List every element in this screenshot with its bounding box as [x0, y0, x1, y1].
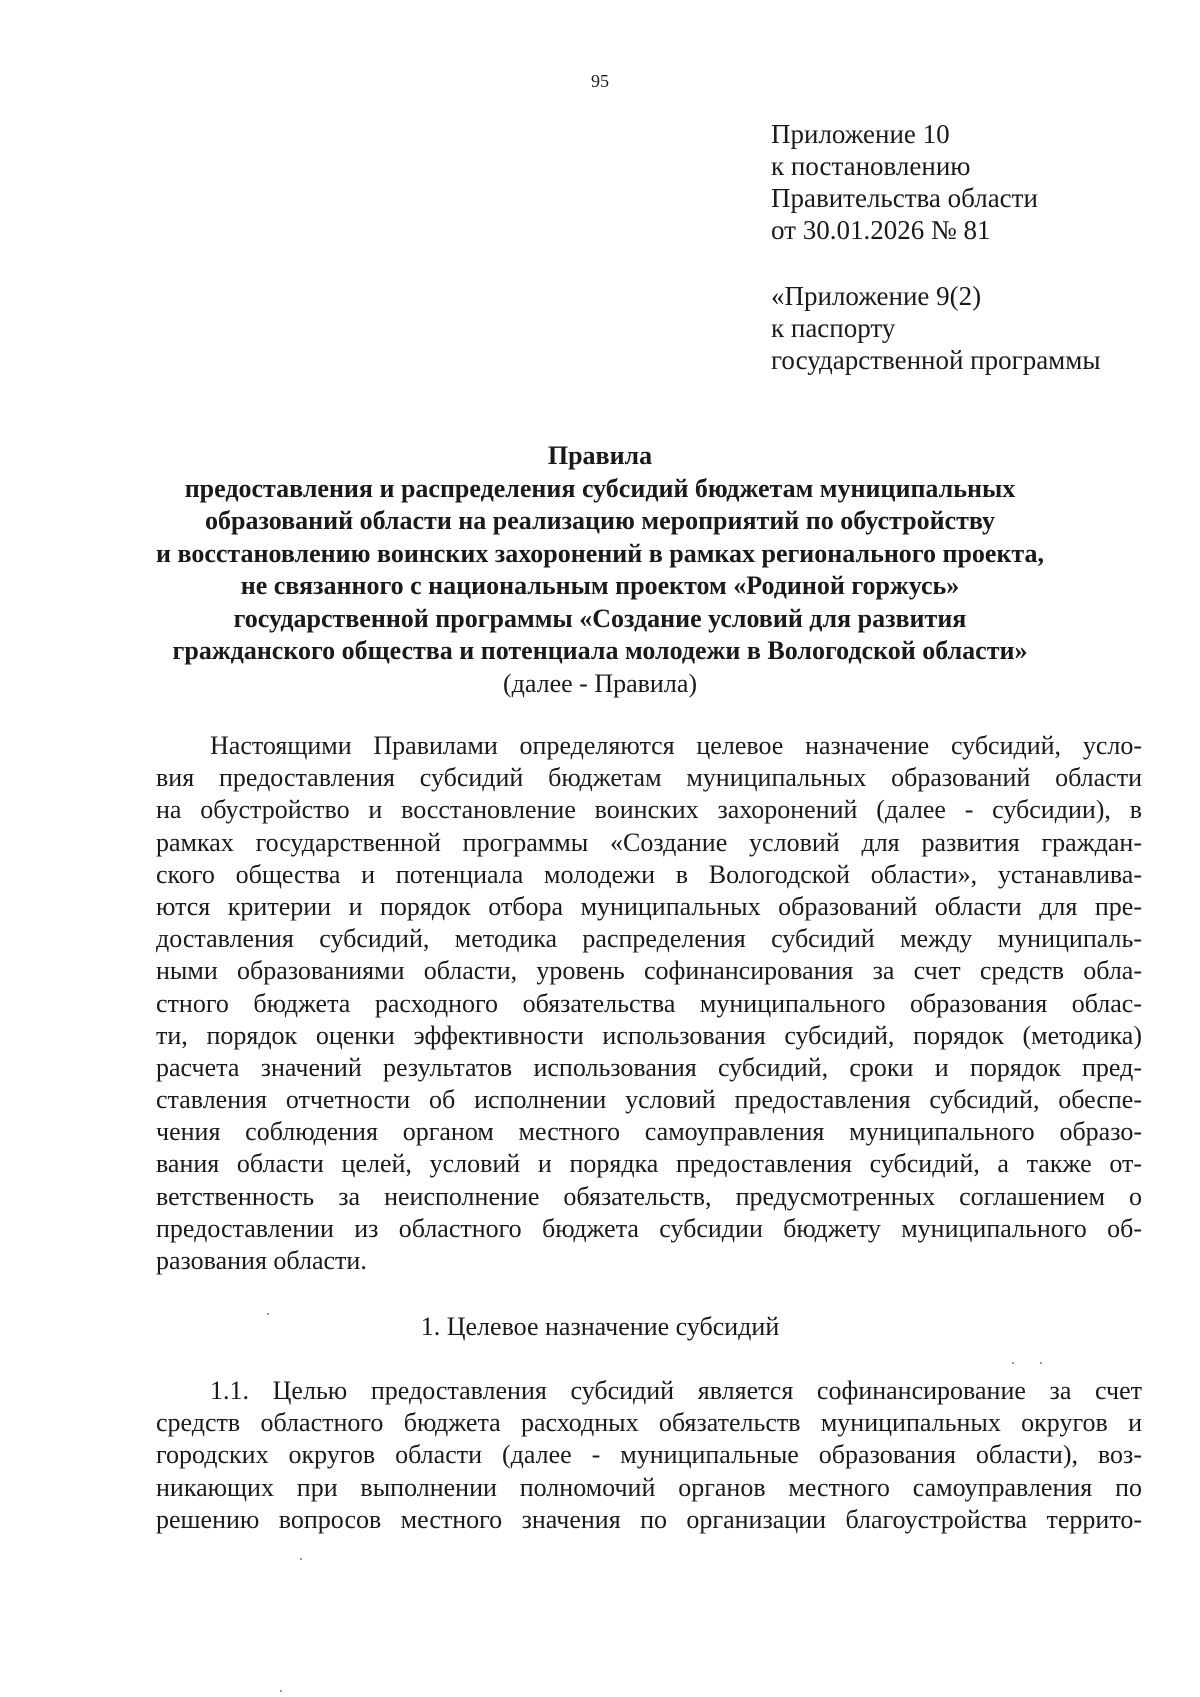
text-line: предоставлении из областного бюджета субсидии бюджету муниципального об- [156, 1213, 1142, 1243]
attachment-line: от 30.01.2026 № 81 [771, 215, 991, 245]
text-line: ставления отчетности об исполнении условий предоставления субсидий, обеспе- [156, 1085, 1142, 1115]
appendix-line: государственной программы [771, 345, 1101, 375]
text-line: вия предоставления субсидий бюджетам муниципальных образований области [156, 763, 1142, 793]
attachment-line: Правительства области [771, 183, 1038, 213]
text-line: доставления субсидий, методика распределения субсидий между муниципаль- [156, 924, 1142, 954]
appendix-line: «Приложение 9(2) [771, 281, 982, 311]
page-number: 95 [591, 71, 609, 91]
attachment-header [771, 118, 1038, 246]
title-note: (далее - Правила) [502, 668, 698, 698]
scan-speck [267, 1313, 269, 1315]
title-line: предоставления и распределения субсидий бюджетам муниципальных [184, 473, 1016, 503]
intro-paragraph [156, 730, 1142, 1277]
title-line: гражданского общества и потенциала молодежи в Вологодской области» [172, 636, 1028, 665]
title-line: не связанного с национальным проектом «Родиной горжусь» [240, 571, 960, 600]
text-line: ского общества и потенциала молодежи в Вологодской области», устанавлива- [156, 859, 1142, 889]
text-line: средств областного бюджета расходных обязательств муниципальных округов и [156, 1408, 1142, 1438]
section-heading: 1. Целевое назначение субсидий [420, 1312, 780, 1341]
text-line: никающих при выполнении полномочий органов местного самоуправления по [156, 1472, 1142, 1502]
text-line: городских округов области (далее - муниципальные образования области), воз- [156, 1440, 1142, 1470]
document-title [100, 440, 1100, 700]
title-line: и восстановлению воинских захоронений в рамках регионального проекта, [155, 538, 1045, 568]
text-line: на обустройство и восстановление воинских захоронений (далее - субсидии), в [156, 795, 1142, 825]
text-line: разования области. [156, 1246, 367, 1275]
text-line: ти, порядок оценки эффективности использования субсидий, порядок (методика) [156, 1020, 1142, 1050]
attachment-line: Приложение 10 [771, 119, 950, 149]
scan-speck [300, 1558, 302, 1560]
text-line: 1.1. Целью предоставления субсидий является софинансирование за счет [210, 1376, 1142, 1405]
text-line: ными образованиями области, уровень софинансирования за счет средств обла- [156, 956, 1142, 986]
appendix-line: к паспорту [771, 313, 896, 343]
section-paragraph [156, 1375, 1142, 1536]
scan-speck [280, 1690, 282, 1692]
text-line: чения соблюдения органом местного самоуправления муниципального образо- [156, 1117, 1142, 1147]
attachment-line: к постановлению [771, 151, 971, 181]
title-line: государственной программы «Создание условий для развития [233, 603, 967, 633]
scan-speck [1040, 1362, 1042, 1364]
text-line: стного бюджета расходного обязательства муниципального образования облас- [156, 988, 1142, 1018]
title-heading: Правила [547, 441, 653, 470]
text-line: решению вопросов местного значения по организации благоустройства террито- [156, 1504, 1142, 1534]
text-line: рамках государственной программы «Создание условий для развития граждан- [156, 827, 1142, 857]
text-line: ются критерии и порядок отбора муниципальных образований области для пре- [156, 891, 1142, 921]
text-line: вания области целей, условий и порядка предоставления субсидий, а также от- [156, 1149, 1142, 1179]
text-line: расчета значений результатов использования субсидий, сроки и порядок пред- [156, 1052, 1142, 1082]
text-line: Настоящими Правилами определяются целевое назначение субсидий, усло- [210, 731, 1142, 760]
appendix-reference [771, 280, 1101, 376]
scan-speck [1012, 1362, 1014, 1364]
title-line: образований области на реализацию мероприятий по обустройству [204, 506, 996, 535]
text-line: ветственность за неисполнение обязательств, предусмотренных соглашением о [156, 1181, 1142, 1211]
